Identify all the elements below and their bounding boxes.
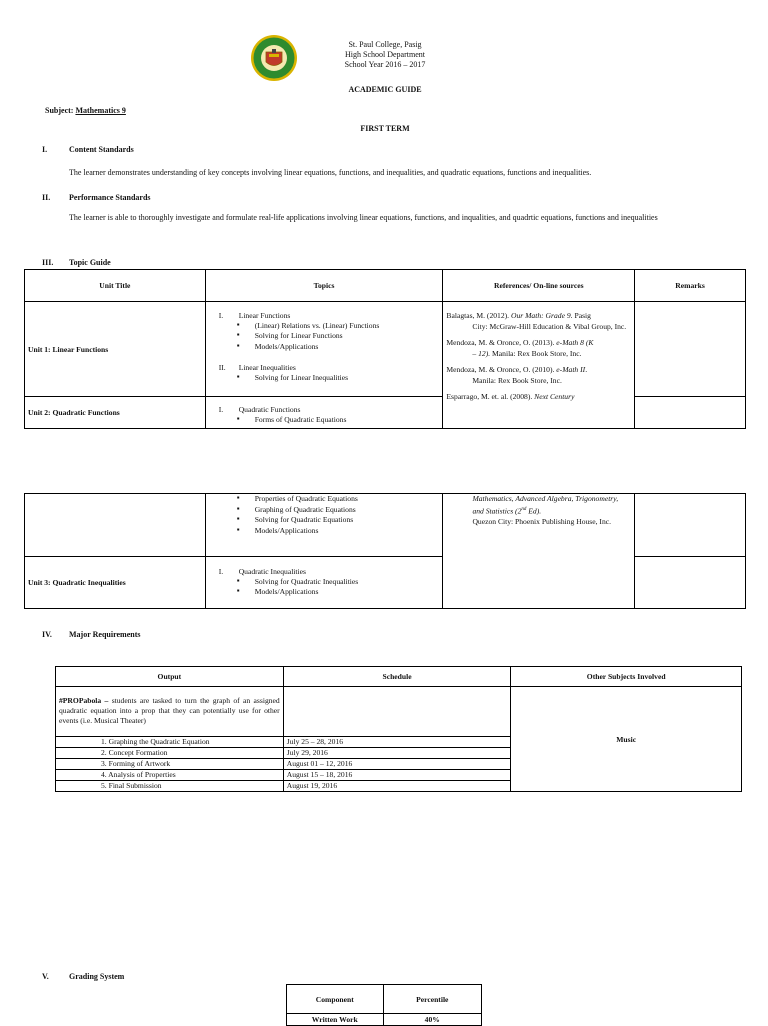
reference-2: Mendoza, M. & Oronce, O. (2013). e-Math 8 (K – 12). Manila: Rex Book Store, Inc. xyxy=(446,338,594,358)
project-name: #PROPabola – xyxy=(59,696,109,705)
unit-3-remarks xyxy=(635,557,746,609)
grading-component: Written Work xyxy=(287,1014,384,1026)
list-item: ▪ Solving for Quadratic Equations xyxy=(237,515,440,526)
grading-percent: 40% xyxy=(383,1014,481,1026)
topic-quadratic-functions: Quadratic Functions xyxy=(238,405,301,414)
step-date: August 01 – 12, 2016 xyxy=(283,759,511,770)
grading-system-table xyxy=(286,984,482,1026)
list-item: ▪ Graphing of Quadratic Equations xyxy=(237,505,440,516)
step-label: 1. Graphing the Quadratic Equation xyxy=(56,737,284,748)
step-date: August 19, 2016 xyxy=(283,781,511,792)
topic-number: I. xyxy=(218,311,224,320)
col-header-output: Output xyxy=(56,667,284,687)
reference-4-continued: Mathematics, Advanced Algebra, Trigonometry, and Statistics (2nd Ed). Quezon City: Phoenix Publishing House, Inc. xyxy=(472,494,619,526)
reference-1: Balagtas, M. (2012). Our Math: Grade 9. Pasig City: McGraw-Hill Education & Vibal Group, Inc. xyxy=(446,311,627,331)
project-description-row xyxy=(56,687,742,737)
step-date: July 25 – 28, 2016 xyxy=(283,737,511,748)
subject-line xyxy=(45,106,126,115)
project-schedule-empty xyxy=(283,687,511,737)
project-details: students are tasked to turn the graph of an assigned quadratic equation into a prop that they can potentially use for other events (i.e. Musical Theater) xyxy=(59,696,280,725)
table-row-unit-1 xyxy=(25,302,746,397)
unit-1-remarks xyxy=(635,302,746,397)
col-header-references: References/ On-line sources xyxy=(443,270,635,302)
section-3-title: Topic Guide xyxy=(69,258,111,267)
section-2-title: Performance Standards xyxy=(69,193,151,202)
unit-2-title-continued xyxy=(25,494,206,557)
list-item: ▪ Models/Applications xyxy=(237,526,440,537)
project-description xyxy=(56,687,284,737)
reference-4-start: Esparrago, M. et. al. (2008). Next Century xyxy=(446,392,575,401)
reference-3: Mendoza, M. & Oronce, O. (2010). e-Math II. Manila: Rex Book Store, Inc. xyxy=(446,365,588,385)
col-header-other-subjects: Other Subjects Involved xyxy=(511,667,742,687)
unit-2-remarks-continued xyxy=(635,494,746,557)
table-row-unit-2 xyxy=(25,397,746,429)
step-date: August 15 – 18, 2016 xyxy=(283,770,511,781)
document-title: ACADEMIC GUIDE xyxy=(348,85,422,94)
topic-linear-inequalities: Linear Inequalities xyxy=(238,363,296,372)
topic-linear-functions: Linear Functions xyxy=(238,311,291,320)
topic-guide-table xyxy=(24,269,746,429)
unit-3-title: Unit 3: Quadratic Inequalities xyxy=(25,557,206,609)
school-name: St. Paul College, Pasig xyxy=(348,40,422,49)
list-item: ▪ Solving for Linear Functions xyxy=(237,331,440,342)
unit-2-title: Unit 2: Quadratic Functions xyxy=(25,397,206,429)
subject-label: Subject: xyxy=(45,106,74,115)
step-date: July 29, 2016 xyxy=(283,748,511,759)
references-cell xyxy=(443,302,635,429)
section-4-title: Major Requirements xyxy=(69,630,141,639)
col-header-remarks: Remarks xyxy=(635,270,746,302)
other-subject-music: Music xyxy=(511,687,742,792)
school-year: School Year 2016 – 2017 xyxy=(344,60,426,69)
list-item: ▪ Forms of Quadratic Equations xyxy=(237,415,440,426)
list-item: ▪ Properties of Quadratic Equations xyxy=(237,494,440,505)
content-standards-text: The learner demonstrates understanding of key concepts involving linear equations, functions, and inequalities, and quadratic equations, functions and inequalities. xyxy=(69,168,592,177)
section-3-number: III. xyxy=(42,258,54,267)
performance-standards-text: The learner is able to thoroughly investigate and formulate real-life applications involving linear equations, functions, and inqualities, and quadrtic equations, functions and inequalities xyxy=(69,213,658,222)
unit-1-topics xyxy=(205,302,443,397)
list-item: ▪ Models/Applications xyxy=(237,587,440,598)
section-4-number: IV. xyxy=(42,630,52,639)
section-1-title: Content Standards xyxy=(69,145,134,154)
term-title: FIRST TERM xyxy=(360,124,410,133)
topic-number: I. xyxy=(218,567,224,576)
col-header-component: Component xyxy=(287,985,384,1014)
unit-3-topics xyxy=(205,557,443,609)
school-header xyxy=(300,40,470,70)
col-header-schedule: Schedule xyxy=(283,667,511,687)
subject-value: Mathematics 9 xyxy=(75,106,126,115)
grading-header-row xyxy=(287,985,482,1014)
list-item: ▪ Solving for Quadratic Inequalities xyxy=(237,577,440,588)
table-header-row xyxy=(25,270,746,302)
section-5-number: V. xyxy=(42,972,49,981)
step-label: 2. Concept Formation xyxy=(56,748,284,759)
requirements-header-row xyxy=(56,667,742,687)
step-label: 5. Final Submission xyxy=(56,781,284,792)
list-item: ▪ Models/Applications xyxy=(237,342,440,353)
unit-1-title: Unit 1: Linear Functions xyxy=(25,302,206,397)
references-cell-continued xyxy=(443,494,635,609)
section-1-number: I. xyxy=(42,145,48,154)
table-row-unit-3 xyxy=(25,557,746,609)
topic-number: II. xyxy=(218,363,226,372)
list-item: ▪ Solving for Linear Inequalities xyxy=(237,373,440,384)
col-header-topics: Topics xyxy=(205,270,443,302)
col-header-percentile: Percentile xyxy=(383,985,481,1014)
topic-guide-table-continued xyxy=(24,493,746,609)
section-2-number: II. xyxy=(42,193,51,202)
department-name: High School Department xyxy=(345,50,425,59)
school-seal-logo xyxy=(250,34,298,82)
table-row-unit-2-continued xyxy=(25,494,746,557)
topic-number: I. xyxy=(218,405,224,414)
unit-2-topics-continued xyxy=(205,494,443,557)
section-5-title: Grading System xyxy=(69,972,125,981)
major-requirements-table xyxy=(55,666,742,792)
topic-quadratic-inequalities: Quadratic Inequalities xyxy=(238,567,306,576)
unit-2-topics xyxy=(205,397,443,429)
step-label: 4. Analysis of Properties xyxy=(56,770,284,781)
col-header-unit: Unit Title xyxy=(25,270,206,302)
unit-2-remarks xyxy=(635,397,746,429)
step-label: 3. Forming of Artwork xyxy=(56,759,284,770)
list-item: ▪ (Linear) Relations vs. (Linear) Functions xyxy=(237,321,440,332)
